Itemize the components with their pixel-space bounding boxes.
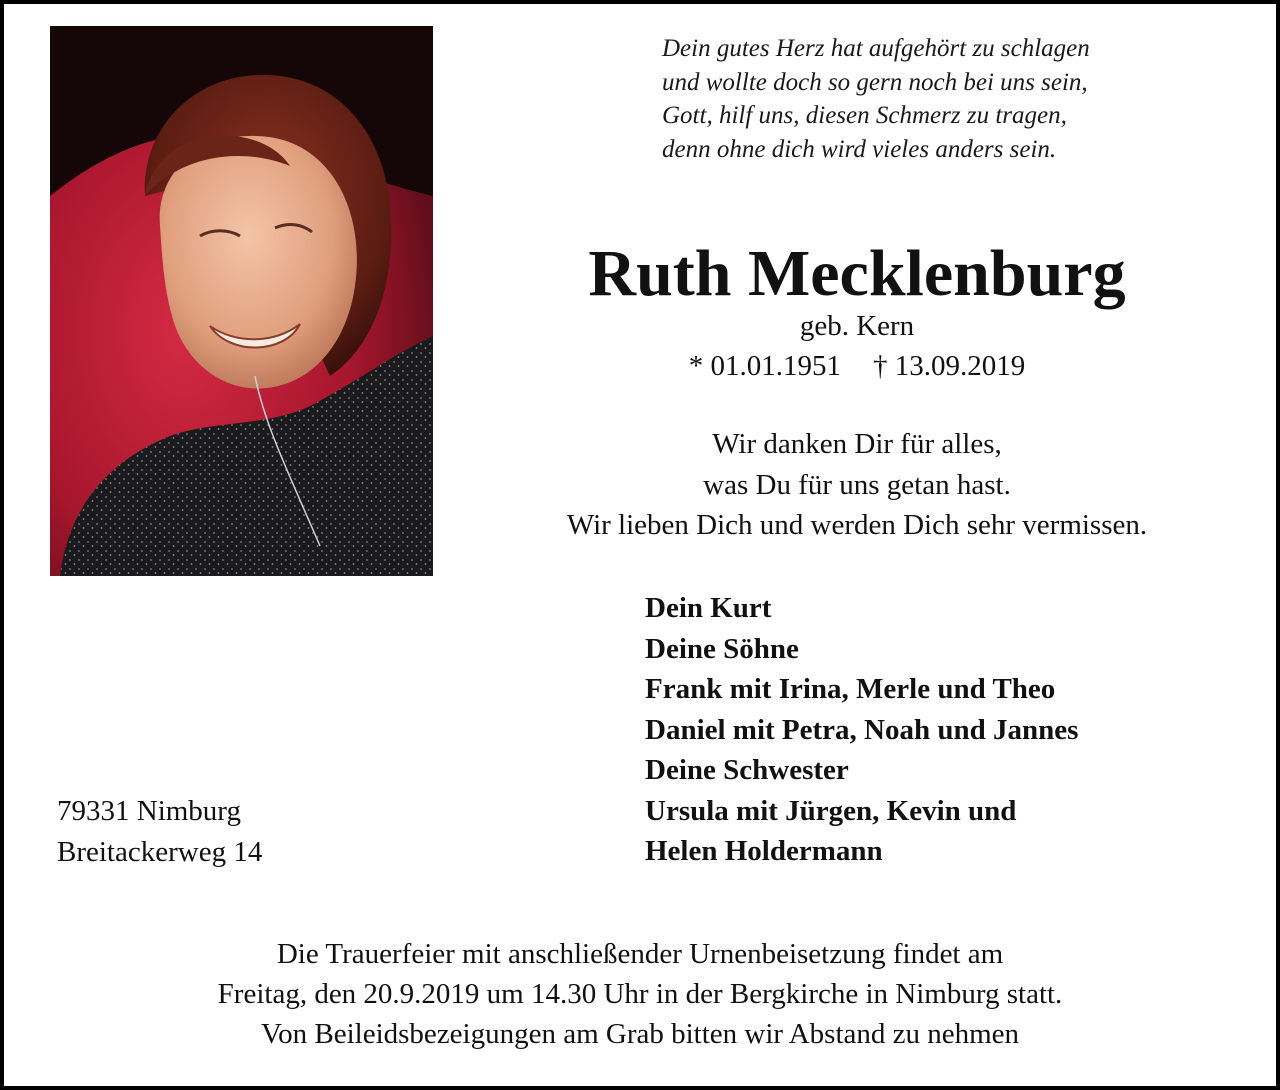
family-list [645, 588, 1245, 872]
thanks-line: Wir danken Dir für alles, [712, 428, 1002, 460]
thanks-line: was Du für uns getan hast. [703, 468, 1011, 501]
family-line: Frank mit Irina, Merle und Theo [645, 673, 1056, 705]
funeral-service-info [4, 934, 1276, 1054]
family-line: Deine Söhne [645, 632, 799, 665]
poem-line: Gott, hilf uns, diesen Schmerz zu tragen, [662, 102, 1067, 129]
portrait-photo [50, 26, 433, 576]
family-line: Dein Kurt [645, 592, 772, 624]
address-block [57, 791, 457, 872]
poem-line: und wollte doch so gern noch bei uns sein, [662, 68, 1088, 96]
family-line: Daniel mit Petra, Noah und Jannes [645, 713, 1079, 746]
maiden-name: geb. Kern [799, 310, 915, 342]
life-dates [474, 347, 1240, 385]
family-line: Deine Schwester [645, 754, 849, 786]
address-street: Breitackerweg 14 [57, 835, 263, 868]
birth-date: * 01.01.1951 [688, 350, 841, 382]
family-line: Ursula mit Jürgen, Kevin und [645, 794, 1017, 827]
poem-line: denn ohne dich wird vieles anders sein. [662, 135, 1057, 163]
thanks-message [474, 424, 1240, 546]
poem-line: Dein gutes Herz hat aufgehört zu schlagen [662, 35, 1090, 62]
deceased-name: Ruth Mecklenburg [588, 237, 1126, 310]
service-line: Freitag, den 20.9.2019 um 14.30 Uhr in der Bergkirche in Nimburg statt. [217, 978, 1063, 1010]
thanks-line: Wir lieben Dich und werden Dich sehr vermissen. [566, 509, 1148, 541]
memorial-poem [662, 32, 1222, 166]
service-line: Von Beileidsbezeigungen am Grab bitten wir Abstand zu nehmen [260, 1018, 1020, 1050]
death-date: † 13.09.2019 [873, 350, 1026, 382]
address-city: 79331 Nimburg [57, 795, 241, 827]
service-line: Die Trauerfeier mit anschließender Urnenbeisetzung findet am [276, 938, 1004, 970]
family-line: Helen Holdermann [645, 835, 883, 867]
